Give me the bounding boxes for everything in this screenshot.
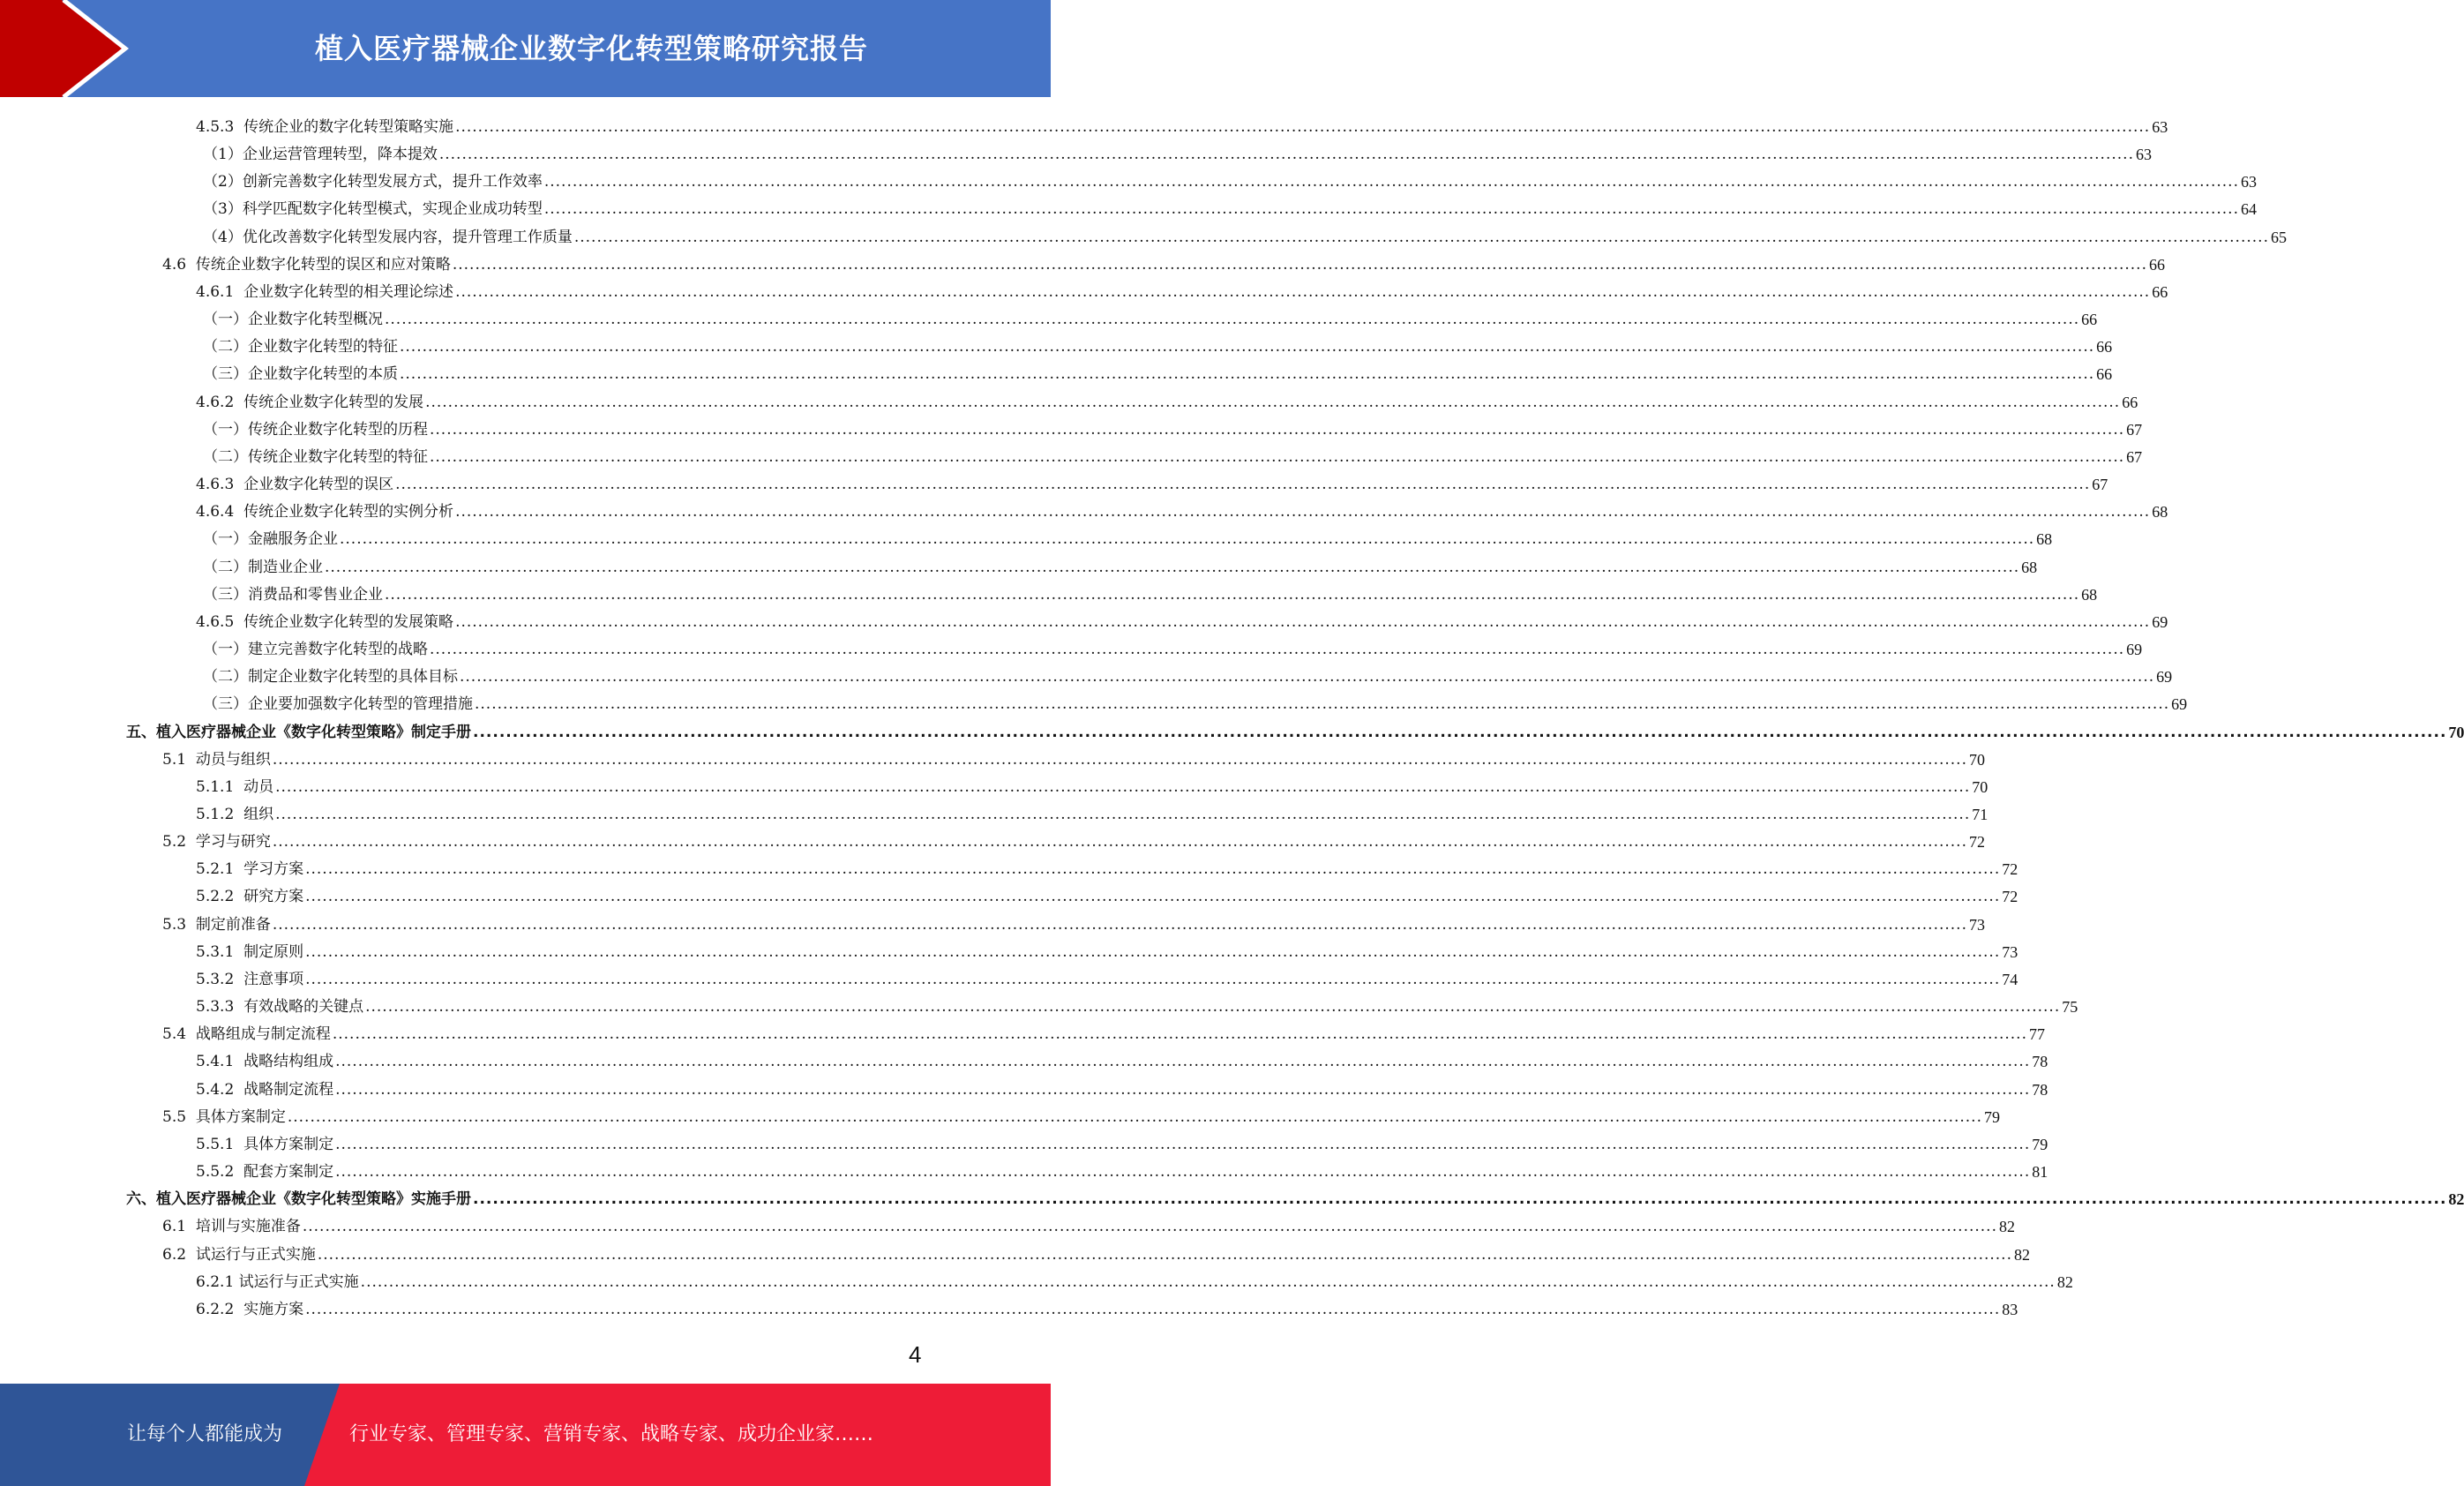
dot-leader: ............................................................................................................................................................................................................................................................................................................ — [275, 777, 1971, 796]
toc-entry-page: 77 — [2029, 1025, 2045, 1044]
dot-leader: ............................................................................................................................................................................................................................................................................................................ — [305, 860, 2001, 879]
toc-entry-title: （三）消费品和零售业企业 — [203, 585, 383, 604]
toc-entry-page: 66 — [2122, 393, 2138, 411]
toc-entry-title: 5.4 战略组成与制定流程 — [162, 1025, 331, 1044]
toc-entry-page: 63 — [2152, 118, 2168, 136]
toc-entry-page: 65 — [2270, 228, 2287, 246]
dot-leader: ............................................................................................................................................................................................................................................................................................................ — [305, 942, 2001, 961]
toc-entry[interactable] — [203, 526, 2053, 553]
toc-entry[interactable] — [196, 774, 1988, 801]
toc-entry[interactable] — [203, 554, 2038, 582]
toc-entry[interactable] — [196, 883, 2018, 911]
toc-entry-page: 69 — [2152, 612, 2168, 631]
toc-entry-page: 82 — [1999, 1218, 2015, 1236]
toc-entry-page: 83 — [2002, 1300, 2018, 1318]
dot-leader: ............................................................................................................................................................................................................................................................................................................ — [305, 1300, 2001, 1318]
toc-entry[interactable] — [196, 1269, 2073, 1296]
toc-entry-title: 5.1 动员与组织 — [162, 750, 271, 769]
toc-entry-page: 70 — [1969, 750, 1985, 769]
toc-entry-title: 4.6 传统企业数字化转型的误区和应对策略 — [162, 255, 451, 274]
toc-entry-page: 68 — [2021, 558, 2038, 576]
toc-entry-page: 70 — [2448, 723, 2464, 741]
toc-entry-title: （1）企业运营管理转型，降本提效 — [203, 146, 438, 164]
toc-entry[interactable] — [203, 361, 2113, 388]
page-footer — [0, 1384, 1051, 1486]
dot-leader: ............................................................................................................................................................................................................................................................................................................ — [455, 118, 2151, 136]
toc-entry-page: 71 — [1972, 806, 1988, 823]
toc-entry-page: 67 — [2126, 447, 2143, 466]
page-header — [0, 0, 1051, 97]
dot-leader: ............................................................................................................................................................................................................................................................................................................ — [272, 833, 1967, 852]
toc-entry[interactable] — [196, 471, 2108, 499]
toc-entry[interactable] — [196, 966, 2018, 994]
toc-entry-page: 63 — [2240, 173, 2257, 191]
toc-entry-title: 5.1.2 组织 — [196, 806, 274, 823]
toc-entry-title: 4.6.5 传统企业数字化转型的发展策略 — [196, 612, 454, 631]
toc-entry[interactable] — [196, 279, 2168, 306]
toc-entry-title: （三）企业数字化转型的本质 — [203, 365, 398, 384]
toc-entry[interactable] — [196, 389, 2138, 417]
toc-entry[interactable] — [196, 1077, 2048, 1104]
toc-entry-page: 69 — [2126, 641, 2143, 659]
toc-entry[interactable] — [196, 609, 2168, 636]
toc-entry[interactable] — [162, 1021, 2045, 1048]
toc-entry[interactable] — [203, 334, 2113, 361]
toc-entry-title: 六、植入医疗器械企业《数字化转型策略》实施手册 — [126, 1190, 471, 1209]
dot-leader: ............................................................................................................................................................................................................................................................................................................ — [325, 558, 2020, 576]
dot-leader: ............................................................................................................................................................................................................................................................................................................ — [340, 530, 2035, 549]
toc-entry[interactable] — [162, 1213, 2015, 1241]
dot-leader: ............................................................................................................................................................................................................................................................................................................ — [425, 393, 2121, 411]
chevron-arrow-icon — [0, 0, 132, 97]
footer-slogan-right: 行业专家、管理专家、营销专家、战略专家、成功企业家…… — [349, 1423, 874, 1445]
dot-leader: ............................................................................................................................................................................................................................................................................................................ — [287, 1107, 1982, 1126]
footer-slogan-left: 让每个人都能成为 — [127, 1423, 283, 1445]
dot-leader: ............................................................................................................................................................................................................................................................................................................ — [275, 806, 1971, 823]
toc-entry[interactable] — [203, 417, 2143, 444]
toc-entry-title: 5.4.2 战略制定流程 — [196, 1080, 334, 1099]
dot-leader: ............................................................................................................................................................................................................................................................................................................ — [543, 200, 2239, 219]
toc-entry[interactable] — [196, 856, 2018, 883]
toc-entry-title: （一）建立完善数字化转型的战略 — [203, 641, 428, 659]
toc-entry[interactable] — [203, 169, 2257, 196]
toc-entry[interactable] — [162, 1242, 2030, 1269]
toc-entry[interactable] — [203, 444, 2143, 471]
toc-entry[interactable] — [126, 1186, 2464, 1213]
toc-entry[interactable] — [162, 747, 1985, 774]
dot-leader: ............................................................................................................................................................................................................................................................................................................ — [302, 1218, 1997, 1236]
toc-entry-page: 72 — [1969, 833, 1985, 852]
toc-entry-page: 64 — [2240, 200, 2257, 219]
dot-leader: ............................................................................................................................................................................................................................................................................................................ — [438, 146, 2134, 164]
toc-entry-title: 5.5 具体方案制定 — [162, 1107, 286, 1126]
toc-entry-title: 5.5.2 配套方案制定 — [196, 1163, 334, 1182]
toc-entry-title: 4.6.4 传统企业数字化转型的实例分析 — [196, 503, 454, 522]
toc-entry-title: 5.3.1 制定原则 — [196, 942, 304, 961]
toc-entry-page: 75 — [2062, 998, 2078, 1017]
toc-entry[interactable] — [162, 1104, 2000, 1131]
dot-leader: ............................................................................................................................................................................................................................................................................................................ — [473, 1190, 2447, 1209]
toc-entry-title: （二）传统企业数字化转型的特征 — [203, 447, 428, 466]
toc-entry[interactable] — [196, 939, 2018, 966]
toc-entry-page: 67 — [2126, 420, 2143, 439]
toc-entry-title: 5.2 学习与研究 — [162, 833, 271, 852]
dot-leader: ............................................................................................................................................................................................................................................................................................................ — [335, 1135, 2031, 1153]
dot-leader: ............................................................................................................................................................................................................................................................................................................ — [335, 1080, 2031, 1099]
toc-entry-page: 67 — [2092, 476, 2108, 494]
toc-entry-page: 68 — [2152, 503, 2168, 522]
toc-entry[interactable] — [196, 1131, 2048, 1159]
dot-leader: ............................................................................................................................................................................................................................................................................................................ — [460, 668, 2155, 687]
toc-entry-page: 68 — [2036, 530, 2053, 549]
toc-entry[interactable] — [196, 1296, 2018, 1324]
toc-entry[interactable] — [203, 306, 2098, 334]
dot-leader: ............................................................................................................................................................................................................................................................................................................ — [473, 723, 2447, 741]
toc-entry-page: 66 — [2096, 338, 2113, 356]
toc-entry-title: 6.1 培训与实施准备 — [162, 1218, 301, 1236]
toc-entry-page: 63 — [2135, 146, 2152, 164]
dot-leader: ............................................................................................................................................................................................................................................................................................................ — [455, 612, 2151, 631]
toc-entry-title: 5.5.1 具体方案制定 — [196, 1135, 334, 1153]
toc-entry[interactable] — [203, 636, 2143, 664]
toc-entry-title: 4.5.3 传统企业的数字化转型策略实施 — [196, 118, 454, 136]
toc-entry-title: 5.2.2 研究方案 — [196, 888, 304, 906]
dot-leader: ............................................................................................................................................................................................................................................................................................................ — [430, 420, 2125, 439]
dot-leader: ............................................................................................................................................................................................................................................................................................................ — [332, 1025, 2027, 1044]
toc-entry-page: 81 — [2032, 1163, 2048, 1182]
toc-entry-title: 4.6.1 企业数字化转型的相关理论综述 — [196, 282, 454, 301]
toc-entry-page: 69 — [2171, 695, 2188, 714]
toc-entry-title: （二）企业数字化转型的特征 — [203, 338, 398, 356]
toc-entry[interactable] — [196, 114, 2168, 141]
dot-leader: ............................................................................................................................................................................................................................................................................................................ — [305, 970, 2001, 988]
toc-entry-page: 78 — [2032, 1053, 2048, 1071]
dot-leader: ............................................................................................................................................................................................................................................................................................................ — [475, 695, 2170, 714]
toc-entry[interactable] — [126, 719, 2464, 747]
toc-entry-title: （2）创新完善数字化转型发展方式，提升工作效率 — [203, 173, 543, 191]
toc-entry-title: 5.4.1 战略结构组成 — [196, 1053, 334, 1071]
toc-entry-page: 69 — [2156, 668, 2173, 687]
toc-entry-page: 73 — [2002, 942, 2018, 961]
toc-entry[interactable] — [196, 994, 2078, 1021]
toc-entry-page: 82 — [2448, 1190, 2464, 1209]
toc-entry-page: 79 — [1984, 1107, 2000, 1126]
toc-entry-title: 6.2.2 实施方案 — [196, 1300, 304, 1318]
dot-leader: ............................................................................................................................................................................................................................................................................................................ — [430, 447, 2125, 466]
toc-entry-title: 4.6.3 企业数字化转型的误区 — [196, 476, 394, 494]
toc-entry-title: （一）企业数字化转型概况 — [203, 311, 383, 329]
dot-leader: ............................................................................................................................................................................................................................................................................................................ — [335, 1053, 2031, 1071]
toc-entry-title: （3）科学匹配数字化转型模式，实现企业成功转型 — [203, 200, 543, 219]
toc-entry-page: 73 — [1969, 915, 1985, 934]
toc-entry-title: （一）金融服务企业 — [203, 530, 338, 549]
toc-entry-page: 74 — [2002, 970, 2018, 988]
dot-leader: ............................................................................................................................................................................................................................................................................................................ — [400, 365, 2095, 384]
toc-entry-title: 5.3 制定前准备 — [162, 915, 271, 934]
dot-leader: ............................................................................................................................................................................................................................................................................................................ — [452, 255, 2147, 274]
toc-entry-page: 82 — [2056, 1272, 2073, 1291]
toc-entry-title: 5.3.2 注意事项 — [196, 970, 304, 988]
toc-entry[interactable] — [196, 1048, 2048, 1076]
toc-entry-title: 5.2.1 学习方案 — [196, 860, 304, 879]
dot-leader: ............................................................................................................................................................................................................................................................................................................ — [385, 585, 2080, 604]
toc-entry[interactable] — [203, 141, 2152, 169]
toc-entry[interactable] — [162, 829, 1985, 856]
dot-leader: ............................................................................................................................................................................................................................................................................................................ — [272, 915, 1967, 934]
toc-entry[interactable] — [203, 196, 2257, 223]
dot-leader: ............................................................................................................................................................................................................................................................................................................ — [430, 641, 2125, 659]
dot-leader: ............................................................................................................................................................................................................................................................................................................ — [365, 998, 2061, 1017]
toc-entry[interactable] — [203, 664, 2173, 691]
toc-entry-page: 66 — [2149, 255, 2165, 274]
toc-entry[interactable] — [203, 224, 2287, 251]
toc-entry-page: 66 — [2096, 365, 2113, 384]
toc-entry[interactable] — [203, 691, 2188, 718]
dot-leader: ............................................................................................................................................................................................................................................................................................................ — [543, 173, 2239, 191]
dot-leader: ............................................................................................................................................................................................................................................................................................................ — [455, 282, 2151, 301]
dot-leader: ............................................................................................................................................................................................................................................................................................................ — [573, 228, 2269, 246]
toc-entry-page: 68 — [2081, 585, 2098, 604]
dot-leader: ............................................................................................................................................................................................................................................................................................................ — [272, 750, 1967, 769]
dot-leader: ............................................................................................................................................................................................................................................................................................................ — [317, 1245, 2012, 1264]
toc-entry-page: 72 — [2002, 860, 2018, 879]
toc-entry-page: 72 — [2002, 888, 2018, 906]
toc-entry-title: 5.3.3 有效战略的关键点 — [196, 998, 364, 1017]
toc-entry-title: （一）传统企业数字化转型的历程 — [203, 420, 428, 439]
document-title: 植入医疗器械企业数字化转型策略研究报告 — [314, 32, 868, 65]
toc-entry[interactable] — [203, 582, 2098, 609]
dot-leader: ............................................................................................................................................................................................................................................................................................................ — [335, 1163, 2031, 1182]
toc-entry[interactable] — [162, 912, 1985, 939]
toc-entry[interactable] — [196, 499, 2168, 526]
toc-entry-title: （二）制造业企业 — [203, 558, 323, 576]
dot-leader: ............................................................................................................................................................................................................................................................................................................ — [360, 1272, 2056, 1291]
toc-entry-page: 66 — [2152, 282, 2168, 301]
dot-leader: ............................................................................................................................................................................................................................................................................................................ — [385, 311, 2080, 329]
toc-entry-title: 6.2 试运行与正式实施 — [162, 1245, 316, 1264]
dot-leader: ............................................................................................................................................................................................................................................................................................................ — [305, 888, 2001, 906]
toc-entry-title: （二）制定企业数字化转型的具体目标 — [203, 668, 458, 687]
dot-leader: ............................................................................................................................................................................................................................................................................................................ — [395, 476, 2091, 494]
dot-leader: ............................................................................................................................................................................................................................................................................................................ — [400, 338, 2095, 356]
toc-entry-page: 79 — [2032, 1135, 2048, 1153]
toc-entry-title: 6.2.1 试运行与正式实施 — [196, 1272, 359, 1291]
toc-entry[interactable] — [196, 801, 1988, 829]
toc-entry[interactable] — [196, 1159, 2048, 1186]
toc-entry-page: 70 — [1972, 777, 1988, 796]
toc-entry-title: （4）优化改善数字化转型发展内容，提升管理工作质量 — [203, 228, 573, 246]
toc-entry[interactable] — [162, 251, 2165, 279]
toc-entry-page: 78 — [2032, 1080, 2048, 1099]
toc-entry-title: 五、植入医疗器械企业《数字化转型策略》制定手册 — [126, 723, 471, 741]
toc-entry-page: 82 — [2014, 1245, 2030, 1264]
dot-leader: ............................................................................................................................................................................................................................................................................................................ — [455, 503, 2151, 522]
toc-entry-page: 66 — [2081, 311, 2098, 329]
toc-entry-title: （三）企业要加强数字化转型的管理措施 — [203, 695, 473, 714]
toc-entry-title: 4.6.2 传统企业数字化转型的发展 — [196, 393, 424, 411]
page-number: 4 — [909, 1341, 922, 1368]
toc-entry-title: 5.1.1 动员 — [196, 777, 274, 796]
